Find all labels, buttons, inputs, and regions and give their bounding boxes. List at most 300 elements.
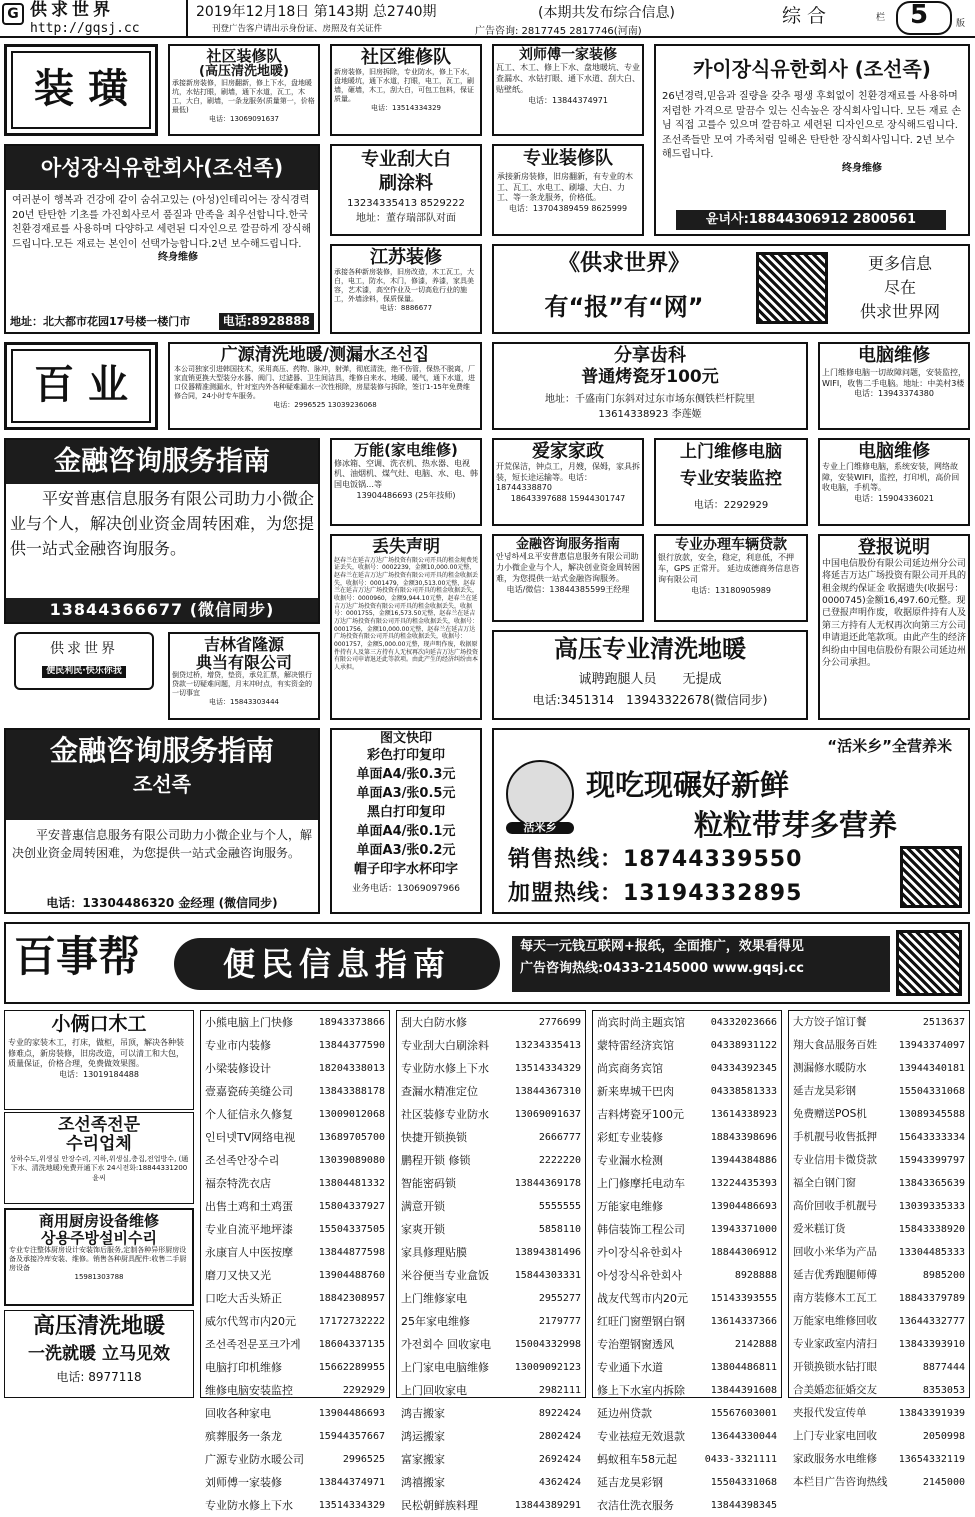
listing-name: 上门回收家电 [401,1384,467,1397]
listing-phone: 04338581333 [710,1086,777,1097]
listing-name: 鹏程开锁 修锁 [401,1154,471,1167]
listing-phone: 13089345588 [898,1109,965,1120]
listing-name: 카이장식유한회사 [597,1246,683,1259]
listing-phone: 13654332119 [898,1454,965,1465]
bsb-title: 百事帮 [14,932,141,981]
ad-guangyuan [168,342,482,430]
gqsj-badge-frame [14,632,154,690]
listing-phone: 15843338920 [898,1224,965,1235]
ad-car-loan [654,534,808,622]
listing-phone: 15567603001 [710,1408,777,1419]
ad-subtitle: 诚聘跑腿人员 无提成 [578,672,722,688]
listing-row [201,1333,389,1356]
listing-row [397,1448,585,1471]
listing-row [789,1356,969,1379]
ad-address: 地址：董存瑞部队对面 [356,212,456,224]
listing-phone: 13844398345 [710,1500,777,1511]
listing-phone: 15662289955 [318,1362,385,1373]
listing-name: 专业防水修上下水 [401,1062,489,1075]
listing-row [593,1172,781,1195]
listing-row [593,1494,781,1517]
listing-phone: 13844391608 [710,1385,777,1396]
ad-jinrong-3 [4,728,320,914]
divider [186,0,188,36]
listing-column-1 [200,1010,390,1512]
listing-row [201,1241,389,1264]
ad-title-2: 수리업체 [66,1133,132,1154]
listing-row [593,1425,781,1448]
ad-phone: 电话：2292929 [693,500,769,512]
listing-name: 衣洁仕洗衣服务 [597,1499,674,1512]
listing-phone: 15943399797 [898,1155,965,1166]
listing-phone: 2145000 [922,1477,965,1488]
listing-phone: 13844389291 [514,1500,581,1511]
listing-row [397,1195,585,1218]
listing-rows [593,1011,781,1517]
listing-name: 福奈特洗衣店 [205,1177,271,1190]
ad-body: 안녕하세요平安普惠信息服务有限公司助力小微企业与个人，解决创业资金周转困难，为您提供一站式金融咨询服务。 [496,552,640,583]
ad-jinrong-2 [492,534,644,622]
ad-diushi [330,534,482,720]
listing-phone: 13944384886 [710,1155,777,1166]
listing-column-3 [592,1010,782,1512]
section-tag-zhuanghuang: 装 璜 [4,44,158,136]
listing-phone: 15504331068 [898,1086,965,1097]
listing-name: 家政服务水电维修 [793,1453,877,1465]
listing-name: 威尔代驾市内20元 [205,1315,296,1328]
listing-row [201,1471,389,1494]
ad-title-2: 普通烤瓷牙100元 [581,366,719,387]
listing-phone: 13843391939 [898,1408,965,1419]
listing-name: 小熊电脑上门快修 [205,1016,293,1029]
listing-phone: 2666777 [538,1132,581,1143]
listing-name: 조선족전문포크가게 [205,1338,301,1351]
ad-kitchen [4,1208,194,1306]
ad-body: 倒贷过桥，增贷，垫资，承兑汇票，解决银行贷款一切疑难问题，月末冲时点，有实资金的一切事宜 [172,671,312,698]
bsb-banner [4,922,970,1004]
listing-name: 尚宾商务宾馆 [597,1062,663,1075]
listing-row [593,1034,781,1057]
page-number: 5 [910,0,929,30]
listing-row [789,1057,969,1080]
listing-phone: 15844303331 [514,1270,581,1281]
masthead-subtitle: 刊登广告客户请出示身份证、房照及有关证件 [212,24,383,34]
listing-phone: 8877444 [922,1362,965,1373]
ad-gaoya-left [4,1310,194,1398]
ad-title-2: 상용주방설비수리 [41,1228,157,1247]
ad-phone: 电话：15843303444 [209,698,279,707]
ad-title: 丢失声明 [372,537,440,557]
ad-diannao-2 [818,438,970,526]
listing-row [789,1034,969,1057]
listing-name: 가전회수 回收家电 [401,1338,491,1351]
listing-phone: 15143393555 [710,1293,777,1304]
ad-title: 社区装修队 [206,47,282,65]
listing-phone: 04334392345 [710,1063,777,1074]
ad-fenxiang-dental [492,342,808,430]
print-line-1: 彩色打印复印 [366,748,445,764]
listing-phone: 04332023666 [710,1017,777,1028]
listing-phone: 04338931122 [710,1040,777,1051]
listing-name: 殡葬服务一条龙 [205,1430,282,1443]
listing-row [397,1034,585,1057]
listing-name: 高价回收手机靓号 [793,1200,877,1212]
listing-phone: 15944357667 [318,1431,385,1442]
listing-row [397,1310,585,1333]
listing-name: 电脑打印机维修 [205,1361,282,1374]
ad-phone: 广告咨询: 2817745 2817746(河南) [475,26,642,37]
promo-right [840,252,960,324]
listing-phone: 2142888 [734,1339,777,1350]
listing-name: 吉料烤瓷牙100元 [597,1108,684,1121]
ad-title: 电脑维修 [858,345,930,366]
ad-xiaoliangkou [4,1010,194,1110]
listing-name: 满意开锁 [401,1200,445,1213]
listing-phone: 2179777 [538,1316,581,1327]
listing-name: 韩信装饰工程公司 [597,1223,685,1236]
print-line-4: 黑白打印复印 [366,805,445,821]
listing-row [397,1425,585,1448]
gqsj-badge-slogan: 便民利民·快乐你我 [42,666,125,678]
ad-phone: 电话：13019184488 [59,1070,139,1080]
listing-name: 本栏目广告咨询热线 [793,1476,888,1488]
listing-name: 인터넷TV网络电视 [205,1131,296,1144]
ad-line-2: 粒粒带芽多营养 [694,808,898,842]
promo-right-1: 更多信息 [867,254,932,273]
ad-shequ-1 [168,44,320,136]
listing-phone: 13904486693 [710,1201,777,1212]
issue-note: (本期共发布综合信息) [538,5,675,21]
listing-name: 个人征信永久修复 [205,1108,293,1121]
listing-row [789,1195,969,1218]
listing-phone: 15504337505 [318,1224,385,1235]
qr-code-icon[interactable] [756,252,828,324]
listing-row [789,1471,969,1494]
qr-code-icon[interactable] [896,930,962,996]
listing-name: 专业自流平地坪漆 [205,1223,293,1236]
listing-phone: 13844369178 [514,1178,581,1189]
ad-title: 金融咨询服务指南 [6,440,318,484]
listing-row [789,1218,969,1241]
listing-phone: 13069091637 [514,1109,581,1120]
ad-body: 承接各种新房装修，旧房改造，木工瓦工，大白，电工，防水，木门，修漆，养漆，家具美容，艺术漆，高空作业及一切高危行业的施工，外墙涂料，保质保量。 [334,267,474,304]
listing-name: 鸿禧搬家 [401,1476,445,1489]
section-tag-baiye: 百 业 [4,342,158,430]
listing-row [397,1402,585,1425]
listing-name: 新来卑城干巴肉 [597,1085,674,1098]
print-line-2: 单面A4/张0.3元 [356,767,456,783]
promo-line-1: 《供求世界》 [557,251,690,276]
ad-phone: 13614338923 李莲姬 [598,409,702,421]
listing-row [397,1356,585,1379]
listing-name: 专业防水修上下水 [205,1499,293,1512]
ad-title: 上门维修电脑 [680,442,782,462]
ad-phone: 电话：13844374971 [528,95,608,105]
ad-wanneng [330,438,482,526]
rice-mascot-icon [506,760,574,828]
listing-name: 上门专业家电回收 [793,1430,877,1442]
listing-phone: 8928888 [734,1270,777,1281]
listing-row [397,1057,585,1080]
ad-body: 여러분이 행복과 건강에 같이 숨쉬고있는 (아성)인테리어는 장식경력 20년 탄탄한 기초를 가진회사로서 품질과 만족을 최우선합니다.한국 친환경재료를 사용하며 다양하고 세련된 디자인으로 깔끔하게 장식해드립니다.모든 재료는 본인이 선택가능합니다.2년 보수해드립니다. [12,195,312,250]
listing-row [201,1126,389,1149]
qr-code-icon[interactable] [900,846,962,908]
ad-header [6,730,318,820]
ad-body: 本公司独家引进韩国技术，采用高压、药物、脉冲，射弹，彻底清洗，绝不伤管，保热不脱离，厂家直销更换大型装分水器、阀门、过滤器、卫生间洁具，维修自来水、地暖、暖气，通下水道，进口仪器精准测漏水，针对室内外各种疑难漏水一次性根除，房屋装修与拆除，签订1-15年免费维修合同，24小时专车服务。 [174,364,475,400]
print-line-7: 帽子印字水杯印字 [353,862,458,878]
listing-row [397,1126,585,1149]
print-line-6: 单面A3/张0.2元 [356,843,456,859]
listing-row [789,1080,969,1103]
listing-name: 夹报代发宣传单 [793,1407,867,1419]
listing-row [397,1080,585,1103]
ad-title: 카이장식유한회사 (조선족) [693,57,931,81]
ad-phone: 电话: 8977118 [56,1369,142,1384]
listing-phone: 13844877598 [318,1247,385,1258]
listing-name: 아성장식유한회사 [597,1269,683,1282]
ad-title: 登报说明 [858,537,930,558]
listing-row [789,1103,969,1126]
ad-address: 地址：千盛南门东斜对过东市场东侧铁栏杆院里 [545,394,755,406]
listing-row [201,1057,389,1080]
listing-row [593,1011,781,1034]
listing-phone: 2292929 [342,1385,385,1396]
listing-name: 家爽开锁 [401,1223,445,1236]
ad-title: 商用厨房设备维修 [38,1212,159,1230]
listing-row [789,1172,969,1195]
ad-liu [492,44,644,136]
listing-row [593,1218,781,1241]
listing-row [789,1287,969,1310]
ad-title: 조선족전문 [57,1115,141,1135]
listing-row [593,1264,781,1287]
listing-name: 合美婚恋征婚交友 [793,1384,877,1396]
listing-row [397,1218,585,1241]
listing-row [397,1264,585,1287]
listing-phone: 13844374971 [318,1477,385,1488]
ad-phone: 13234335413 8529222 [347,197,465,209]
promo-gqsj [492,244,970,334]
logo-icon: G [2,3,24,25]
listing-row [201,1425,389,1448]
listing-name: 专治塑钢窗透风 [597,1338,674,1351]
listing-name: 专业祛痘无效退款 [597,1430,685,1443]
listing-row [593,1103,781,1126]
listing-row [593,1379,781,1402]
ad-title: 爱家家政 [532,441,604,462]
listing-name: 测漏修水暖防水 [793,1062,867,1074]
listing-row [201,1218,389,1241]
listing-phone: 13514334329 [318,1500,385,1511]
listing-row [201,1448,389,1471]
ad-phone: 电话：2996525 13039236068 [273,401,377,410]
listing-row [201,1310,389,1333]
ad-body: 修冰箱、空调、洗衣机、热水器、电视机、油烟机、煤气灶、电脑、水、电、韩国电饭锅…等 [334,458,478,490]
bsb-info [512,936,890,992]
listing-phone: 13944340181 [898,1063,965,1074]
listing-name: 福全白钢门窗 [793,1177,856,1189]
ad-subtitle: 조선족 [133,771,191,796]
listing-phone: 13844367310 [514,1086,581,1097]
ad-body: 上门维修电脑一切故障问题，安装监控，WIFI，收售二手电脑。地址：中美村3楼 [822,367,966,388]
ad-body: 상하수도,위생실 안장수리, 지하,위생실,층집,전업방수, (通下水、清洗地暖)免费开通下水 24시전화:18844331200 윤씨 [9,1155,189,1182]
listing-phone: 13689705700 [318,1132,385,1143]
listing-row [201,1080,389,1103]
ad-aijia [492,438,644,526]
listing-row [593,1195,781,1218]
ad-subtitle: 一洗就暖 立马见效 [28,1344,170,1365]
listing-phone: 13614338923 [710,1109,777,1120]
listing-phone: 2776699 [538,1017,581,1028]
listing-phone: 13644330044 [710,1431,777,1442]
listing-phone: 2996525 [342,1454,385,1465]
listing-name: 大方饺子馆订餐 [793,1016,867,1028]
listing-name: 延边州贷款 [597,1407,652,1420]
ad-body: 承接新房装修，旧房翻新，修上下水，盘地暖坑，水钻打眼，刷墙，通下水道，瓦工，木工，大白，刷墙，一条龙服务(质量第一，价格最低) [172,78,315,115]
listing-phone: 13234335413 [514,1040,581,1051]
listing-phone: 0433-3321111 [704,1454,777,1465]
listing-name: 专业信用卡微贷款 [793,1154,877,1166]
ad-phone: 电话：13304486320 金经理 (微信同步) [46,895,278,910]
listing-phone: 18843379789 [898,1293,965,1304]
ad-body: 平安普惠信息服务有限公司助力小微企业与个人，解决创业资金周转困难，为您提供一站式金融咨询服务。 [10,489,315,558]
listing-row [397,1241,585,1264]
listing-name: 口吃大舌头矫正 [205,1292,282,1305]
listing-row [397,1172,585,1195]
listing-row [593,1287,781,1310]
ad-phone: 13844366677 (微信同步) [6,598,318,622]
ad-body: 专业上门维修电脑，系统安装，网络故障，安装WIFI，监控，打印机，高价回收电脑，手机等。 [822,461,960,493]
listing-phone: 18943373866 [318,1017,385,1028]
ad-title: 社区维修队 [361,47,451,68]
listing-row [397,1287,585,1310]
ad-phone: 电话/微信：13844385599王经理 [506,584,630,594]
ad-body: 专业的家装木工，打床，做柜，吊顶，解决各种装修难点，新房装修，旧房改造，可以清工和大包，质量保证，价格合理，免费做效果图。 [8,1037,184,1069]
ad-phone: 18643397688 15944301747 [510,494,626,504]
promo-right-2: 尽在 [883,278,916,297]
listing-name: 智能密码锁 [401,1177,456,1190]
listing-phone: 17172732222 [318,1316,385,1327]
listing-phone: 4362424 [538,1477,581,1488]
ad-body: 开荒保洁，钟点工，月嫂，保姆，家具拆装，短长途运输等。电话：18744338870 [496,461,640,493]
listing-row [201,1494,389,1517]
listing-name: 专业漏水检测 [597,1154,663,1167]
ad-title: 万能(家电维修) [354,441,458,459]
ad-term: 终身维修 [158,252,198,263]
listing-name: 刮大白防水修 [401,1016,467,1029]
listing-row [789,1402,969,1425]
ad-body: 新房装修，旧房拆除，专业防水，修上下水，盘地暖坑，通下水道，打眼，电工，瓦工，刷墙，砸墙，木工，刮大白，可包工包料，保证质量。 [334,67,474,104]
listing-row [397,1494,585,1517]
masthead-url[interactable]: http://gqsj.cc [30,21,140,36]
ad-body: 26년경력,믿음과 질량을 갖추 평생 후회없이 친환경재료를 사용하며 저렴한 가격으로 말끔수 있는 신속높은 장식회사입니다. 모든 재료 손님 직접 고를수 있으며 깔끔하고 세련된 디자인으로 장식해드립니다.조선족들만 모여 가족처럼 일해온 탄탄한 장식회사입니다. 2년 보수해드립니다. [662,91,962,160]
print-line-3: 单面A3/张0.5元 [356,786,456,802]
listing-row [593,1241,781,1264]
listing-phone: 13804481332 [318,1178,385,1189]
ad-title: 专业装修队 [523,148,613,169]
listing-phone: 13843393910 [898,1339,965,1350]
listing-phone: 2982111 [538,1385,581,1396]
ad-diannao-1 [818,342,970,430]
ad-body: 瓦工、木工、修上下水、盘地暖坑、专业查漏水、水钻打眼、通下水道、刮大白、贴壁纸。 [496,63,640,94]
listing-row [789,1310,969,1333]
ad-jinrong-1 [4,438,320,624]
section-name: 综 合 [782,5,827,27]
listing-name: 开锁换锁水钻打眼 [793,1361,877,1373]
listing-name: 조선족안장수리 [205,1154,280,1167]
listing-row [397,1103,585,1126]
listing-name: 出售土鸡和土鸡蛋 [205,1200,293,1213]
ad-contact: 윤녀사:18844306912 2800561 [676,210,946,230]
listing-row [789,1425,969,1448]
listing-phone: 13804486811 [710,1362,777,1373]
listing-name: 快捷开锁换锁 [401,1131,467,1144]
listing-name: 刘师傅一家装修 [205,1476,282,1489]
listing-row [201,1011,389,1034]
listing-phone: 5555555 [538,1201,581,1212]
listing-name: 爱米糕订货 [793,1223,846,1235]
ad-title: 金融咨询服务指南 [515,537,620,552]
listing-rows [201,1011,389,1517]
listing-phone: 13844377590 [318,1040,385,1051]
ad-phone: 15981303788 [74,1273,124,1282]
listing-name: 专业刮大白刷涂料 [401,1039,489,1052]
listing-name: 磨刀又快又光 [205,1269,271,1282]
listing-phone: 13009092123 [514,1362,581,1373]
ad-title: 电脑维修 [858,441,930,462]
listing-phone: 13514334329 [514,1063,581,1074]
ad-title: 小俩口木工 [51,1013,147,1035]
listing-name: 修上下水室内拆除 [597,1384,685,1397]
listing-phone: 13843388178 [318,1086,385,1097]
ad-phone: 电话：13514334329 [371,104,441,113]
listing-phone: 13039335333 [898,1201,965,1212]
listing-name: 鸿吉搬家 [401,1407,445,1420]
ad-body: 承接新房装修，旧房翻新，有专业的木工、瓦工、水电工、刷墙、大白、力工、等一条龙服务，价格低。 [497,171,633,203]
listing-row [789,1379,969,1402]
listing-name: 上门修摩托电动车 [597,1177,685,1190]
listing-row [593,1126,781,1149]
listing-phone: 18844306912 [710,1247,777,1258]
listing-row [593,1149,781,1172]
listing-phone: 2222220 [538,1155,581,1166]
listing-name: 万能家电维修回收 [793,1315,877,1327]
ad-kai-korean [654,44,970,236]
page-suffix: 版 [956,19,966,29]
ad-phone: 电话：13704389459 8625999 [508,204,628,214]
listing-row [789,1264,969,1287]
listing-name: 蒙特雷经济宾馆 [597,1039,674,1052]
ad-title-2: 刷涂料 [379,172,433,194]
listing-name: 彩虹专业装修 [597,1131,663,1144]
ad-title-2: 典当有限公司 [195,652,292,672]
ad-title-2: 专业安装监控 [680,468,782,489]
listing-name: 专业通下水道 [597,1361,663,1374]
listing-row [397,1379,585,1402]
listing-row [201,1402,389,1425]
promo-line-2: 有“报”有“网” [544,293,704,321]
ad-print [330,728,482,914]
issue-info: 2019年12月18日 第143期 总2740期 [196,4,437,20]
listing-name: 尚宾时尚主题宾馆 [597,1016,685,1029]
listing-phone: 15804337927 [318,1201,385,1212]
masthead-name: 供求世界 [30,0,114,20]
ad-sale-hotline: 销售热线：18744339550 [508,847,803,872]
ad-guadabai [330,144,482,236]
listing-phone: 13304485333 [898,1247,965,1258]
listing-row [593,1402,781,1425]
listing-phone: 15004332998 [514,1339,581,1350]
